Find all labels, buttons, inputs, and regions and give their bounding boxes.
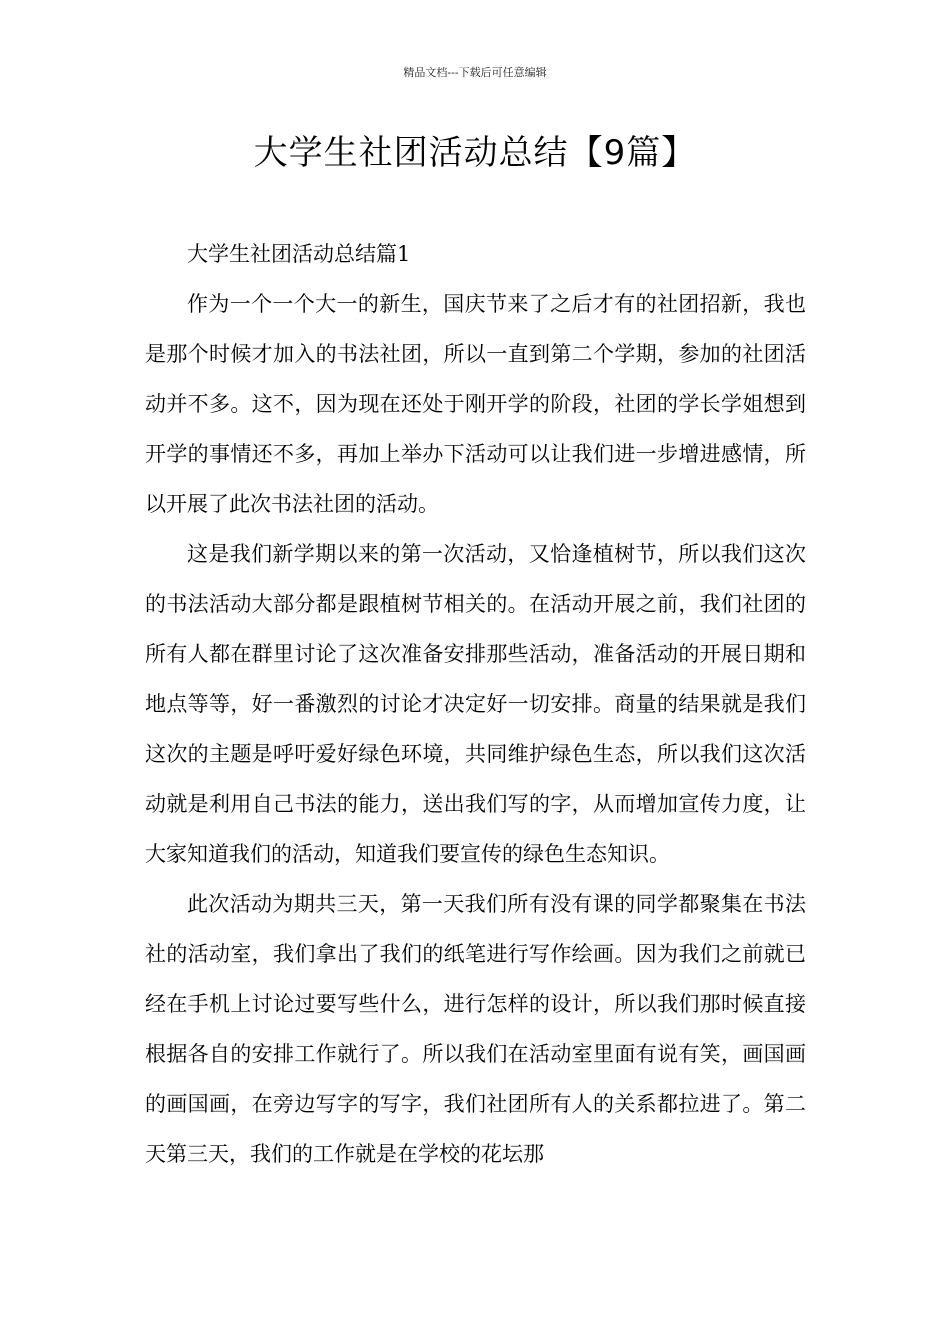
- document-title: 大学生社团活动总结【9篇】: [253, 133, 697, 173]
- document-body: [145, 229, 806, 1179]
- paragraph: 此次活动为期共三天，第一天我们所有没有课的同学都聚集在书法社的活动室，我们拿出了我们的纸笔进行写作绘画。因为我们之前就已经在手机上讨论过要写些什么，进行怎样的设计，所以我们那时候直接根据各自的安排工作就行了。所以我们在活动室里面有说有笑，画国画的画国画，在旁边写字的写字，我们社团所有人的关系都拉进了。第二天第三天，我们的工作就是在学校的花坛那: [145, 892, 806, 1166]
- paragraph: 作为一个一个大一的新生，国庆节来了之后才有的社团招新，我也是那个时候才加入的书法社团，所以一直到第二个学期，参加的社团活动并不多。这不，因为现在还处于刚开学的阶段，社团的学长学姐想到开学的事情还不多，再加上举办下活动可以让我们进一步增进感情，所以开展了此次书法社团的活动。: [145, 292, 806, 516]
- header-note: 精品文档---下载后可任意编辑: [403, 66, 547, 79]
- section-heading: 大学生社团活动总结篇1: [187, 242, 411, 266]
- paragraph: 这是我们新学期以来的第一次活动，又恰逢植树节，所以我们这次的书法活动大部分都是跟植树节相关的。在活动开展之前，我们社团的所有人都在群里讨论了这次准备安排那些活动，准备活动的开展日期和地点等等，好一番激烈的讨论才决定好一切安排。商量的结果就是我们这次的主题是呼吁爱好绿色环境，共同维护绿色生态，所以我们这次活动就是利用自己书法的能力，送出我们写的字，从而增加宣传力度，让大家知道我们的活动，知道我们要宣传的绿色生态知识。: [145, 542, 806, 866]
